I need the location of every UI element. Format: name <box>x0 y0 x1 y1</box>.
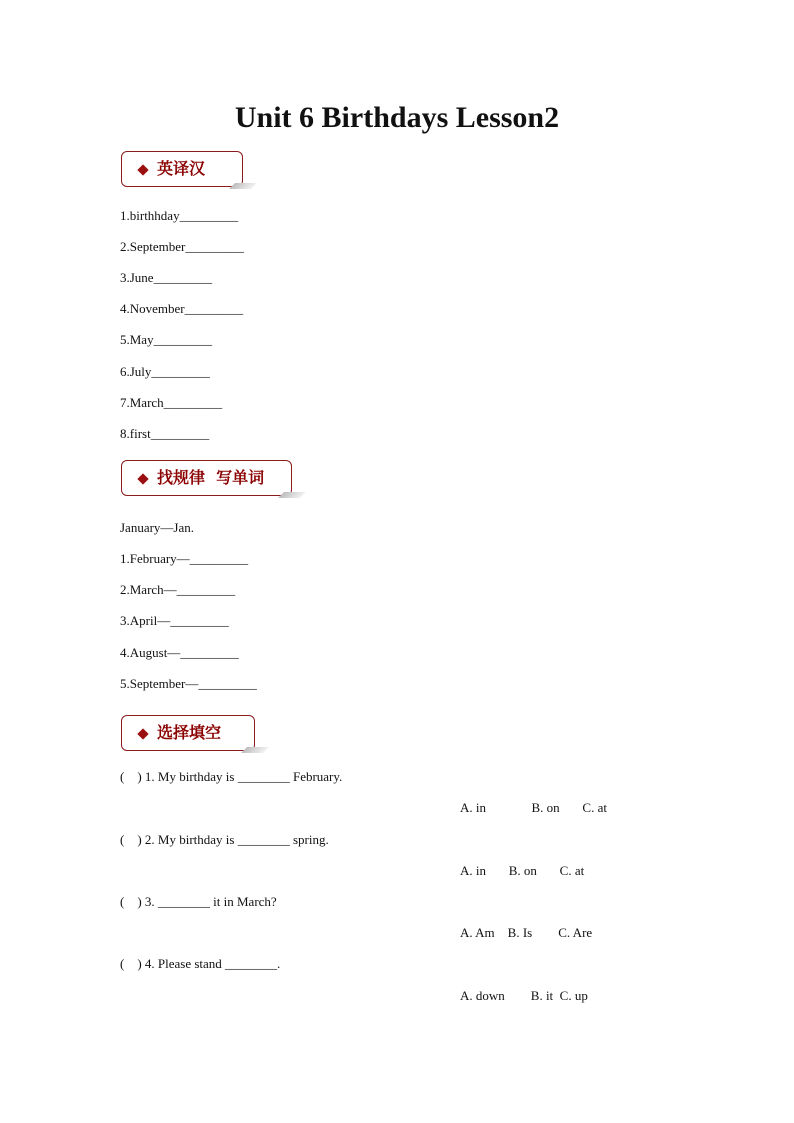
list-item: 2.September_________ <box>120 239 244 254</box>
list-item: 7.March_________ <box>120 395 223 410</box>
section-heading: 选择填空 <box>157 723 222 742</box>
section-heading: 找规律 写单词 <box>157 468 265 487</box>
list-item: 5.September—_________ <box>120 676 257 691</box>
list-item: 6.July_________ <box>120 364 210 379</box>
section-header-choice <box>121 715 255 751</box>
tab-shadow <box>278 492 306 498</box>
question-stem: ( ) 2. My birthday is ________ spring. <box>120 832 329 847</box>
list-item: 3.April—_________ <box>120 613 229 628</box>
question-stem: ( ) 3. ________ it in March? <box>120 894 277 909</box>
section-heading: 英译汉 <box>157 159 206 178</box>
tab-shadow <box>229 183 257 189</box>
list-item: 4.August—_________ <box>120 645 239 660</box>
question-options: A. in B. on C. at <box>460 863 585 878</box>
list-item: 5.May_________ <box>120 332 213 347</box>
question-options: A. in B. on C. at <box>460 800 607 815</box>
section-header-pattern <box>121 460 292 496</box>
question-options: A. down B. it C. up <box>460 988 588 1003</box>
question-stem: ( ) 4. Please stand ________. <box>120 956 281 971</box>
question-stem: ( ) 1. My birthday is ________ February. <box>120 769 343 784</box>
diamond-bullet-icon <box>137 728 148 739</box>
list-item: 8.first_________ <box>120 426 210 441</box>
list-item: 3.June_________ <box>120 270 213 285</box>
list-item: 2.March—_________ <box>120 582 236 597</box>
example-line: January—Jan. <box>120 520 195 535</box>
list-item: 1.birthhday_________ <box>120 208 239 223</box>
diamond-bullet-icon <box>137 473 148 484</box>
section-header-translation <box>121 151 243 187</box>
question-options: A. Am B. Is C. Are <box>460 925 593 940</box>
page-title: Unit 6 Birthdays Lesson2 <box>234 101 560 134</box>
list-item: 1.February—_________ <box>120 551 249 566</box>
diamond-bullet-icon <box>137 164 148 175</box>
tab-shadow <box>241 747 269 753</box>
list-item: 4.November_________ <box>120 301 244 316</box>
